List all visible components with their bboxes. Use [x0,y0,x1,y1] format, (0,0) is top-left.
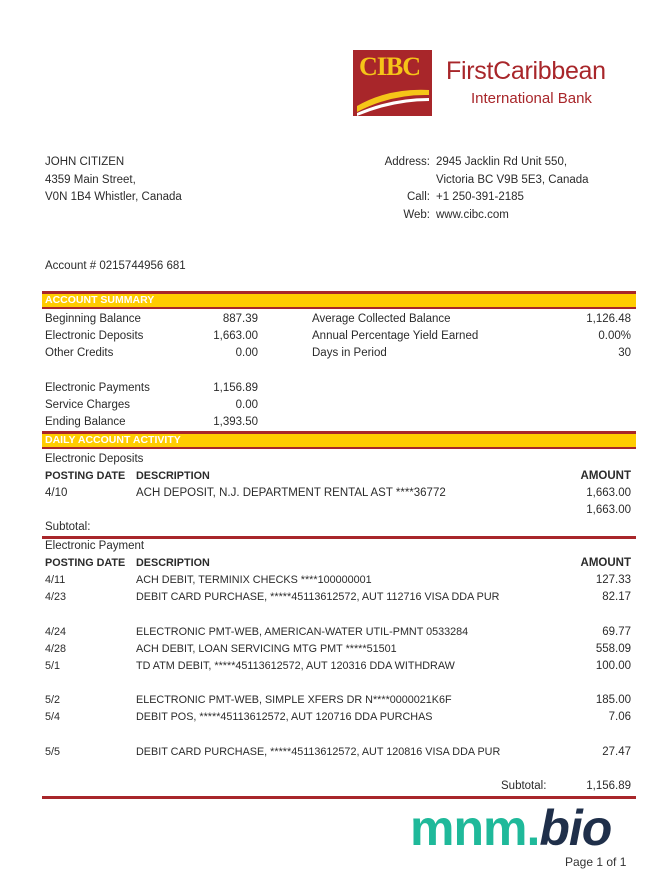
customer-street: 4359 Main Street, [45,173,136,186]
tx-date: 4/10 [45,487,68,499]
summary-row [0,397,668,414]
summary-row [0,414,668,431]
deposits-subtotal-value: 1,663.00 [586,504,631,516]
deposits-subtotal-amount-row [45,502,631,519]
tx-amount: 82.17 [602,591,631,603]
web-label: Web: [403,208,430,221]
summary-label: Annual Percentage Yield Earned [312,330,479,342]
summary-value: 1,126.48 [586,313,631,325]
tx-date: 4/28 [45,643,67,655]
account-summary-header [42,291,636,309]
payments-subtotal-row [45,778,631,795]
tx-description: ELECTRONIC PMT-WEB, AMERICAN-WATER UTIL-PMNT 0533284 [136,626,469,638]
watermark-part1: mnm. [410,800,540,856]
summary-value: 0.00 [235,347,258,359]
tx-description: DEBIT CARD PURCHASE, *****45113612572, AUT 112716 VISA DDA PUR [136,591,500,603]
tx-description: ACH DEBIT, LOAN SERVICING MTG PMT *****51501 [136,643,397,655]
deposits-column-headers [45,468,631,485]
summary-label: Days in Period [312,347,387,359]
bank-name: FirstCaribbean [446,57,606,85]
watermark-logo [410,800,612,856]
account-number: Account # 0215744956 681 [45,260,186,272]
deposits-subtotal-row [45,519,631,536]
call-label: Call: [406,191,430,203]
summary-value: 0.00% [598,330,631,342]
table-row [45,589,631,606]
bank-contact [360,154,589,224]
summary-value: 30 [618,347,631,359]
tx-amount: 100.00 [595,660,631,672]
summary-label: Electronic Deposits [45,330,144,342]
column-posting-date: POSTING DATE [45,470,126,482]
logo-swoosh-icon [353,50,432,116]
summary-row [0,345,668,362]
table-row [45,624,631,641]
tx-amount: 27.47 [602,746,631,758]
tx-date: 5/2 [45,694,61,706]
summary-value: 0.00 [235,399,258,411]
column-description: DESCRIPTION [136,470,210,482]
tx-date: 5/5 [45,746,61,758]
tx-amount: 69.77 [602,626,631,638]
column-posting-date: POSTING DATE [45,557,126,569]
logo-text: CIBC [359,52,421,81]
summary-value: 1,663.00 [213,330,258,342]
tx-amount: 127.33 [595,574,631,586]
address-label: Address: [384,156,430,168]
table-row [45,641,631,658]
payments-subtotal-value: 1,156.89 [586,780,631,792]
page-number: Page 1 of 1 [565,855,627,869]
customer-city: V0N 1B4 Whistler, Canada [45,191,182,203]
table-row [45,572,631,589]
account-summary-title: ACCOUNT SUMMARY [45,294,155,306]
daily-activity-title: DAILY ACCOUNT ACTIVITY [45,434,181,446]
payments-subtotal-label: Subtotal: [501,780,547,792]
watermark-part2: bio [539,800,612,856]
tx-description: DEBIT POS, *****45113612572, AUT 120716 DDA PURCHAS [136,711,433,723]
payments-section-title: Electronic Payment [45,540,145,552]
column-amount: AMOUNT [580,470,631,482]
summary-value: 887.39 [222,313,258,325]
tx-amount: 558.09 [595,643,631,655]
summary-label: Electronic Payments [45,382,150,394]
tx-date: 4/24 [45,626,67,638]
payments-column-headers [45,555,631,572]
customer-address [45,154,182,207]
deposits-section-title: Electronic Deposits [45,453,144,465]
tx-date: 5/4 [45,711,61,723]
bank-address-line1: 2945 Jacklin Rd Unit 550, [436,156,568,168]
summary-label: Ending Balance [45,416,126,428]
summary-label: Average Collected Balance [312,313,451,325]
summary-row [0,380,668,397]
customer-name: JOHN CITIZEN [45,156,125,168]
bank-website[interactable]: www.cibc.com [436,208,509,221]
cibc-logo [353,50,432,116]
table-row [45,744,631,761]
table-row [45,692,631,709]
tx-amount: 185.00 [595,694,631,706]
summary-label: Service Charges [45,399,131,411]
column-amount: AMOUNT [580,557,631,569]
tx-description: ACH DEPOSIT, N.J. DEPARTMENT RENTAL AST ****36772 [136,487,446,499]
summary-value: 1,393.50 [213,416,258,428]
tx-date: 4/11 [45,574,66,586]
tx-date: 4/23 [45,591,67,603]
bank-subname: International Bank [471,90,592,107]
summary-label: Beginning Balance [45,313,141,325]
table-row [45,709,631,726]
deposits-subtotal-label: Subtotal: [45,521,91,533]
bank-phone: +1 250-391-2185 [436,191,524,203]
table-row [45,485,631,502]
tx-description: TD ATM DEBIT, *****45113612572, AUT 120316 DDA WITHDRAW [136,660,455,672]
summary-row [0,311,668,328]
tx-amount: 7.06 [608,711,631,723]
tx-description: ELECTRONIC PMT-WEB, SIMPLE XFERS DR N****0000021K6F [136,694,452,706]
column-description: DESCRIPTION [136,557,210,569]
tx-description: ACH DEBIT, TERMINIX CHECKS ****100000001 [136,574,372,586]
summary-value: 1,156.89 [213,382,258,394]
summary-row [0,328,668,345]
tx-description: DEBIT CARD PURCHASE, *****45113612572, AUT 120816 VISA DDA PUR [136,746,501,758]
tx-amount: 1,663.00 [586,487,631,499]
bank-address-line2: Victoria BC V9B 5E3, Canada [436,173,589,186]
table-row [45,658,631,675]
summary-label: Other Credits [45,347,114,359]
divider [42,796,636,799]
daily-activity-header [42,431,636,449]
tx-date: 5/1 [45,660,61,672]
